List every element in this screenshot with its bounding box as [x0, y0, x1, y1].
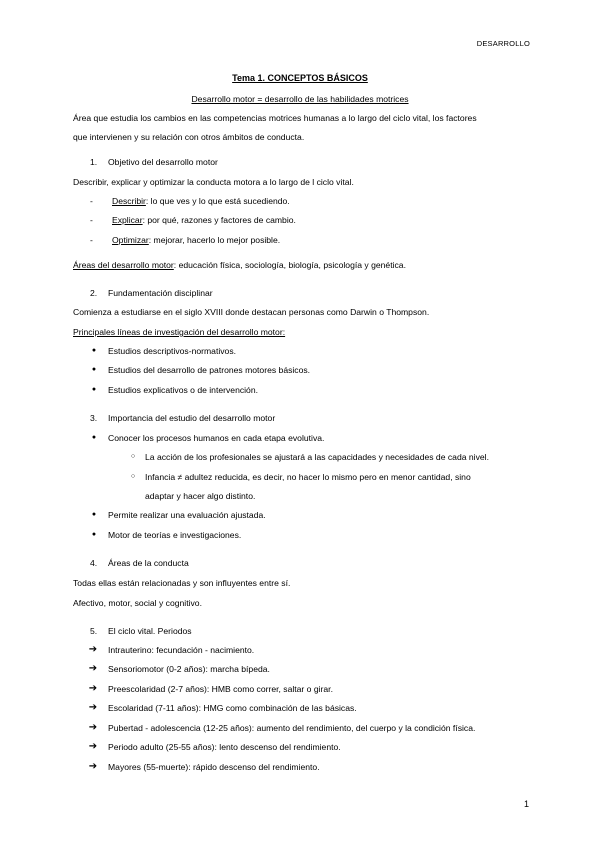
- section-number: 1.: [90, 157, 98, 167]
- circle-bullet-icon: ○: [130, 473, 136, 480]
- period-item: Preescolaridad (2-7 años): HMB como correr, saltar o girar.: [108, 684, 333, 694]
- areas-text: : educación física, sociología, biología, psicología y genética.: [173, 260, 406, 270]
- item-text: : lo que ves y lo que está sucediendo.: [145, 196, 290, 206]
- section-heading: [90, 157, 218, 168]
- arrow-right-icon: ➔: [88, 702, 98, 713]
- sub-bullet-item: Infancia ≠ adultez reducida, es decir, no hacer lo mismo pero en menor cantidad, sino: [145, 472, 471, 482]
- bullet-icon: ●: [91, 531, 97, 538]
- bullet-item: Estudios explicativos o de intervención.: [108, 385, 258, 395]
- document-subtitle: Desarrollo motor = desarrollo de las habilidades motrices: [191, 94, 409, 104]
- bullet-item: Estudios del desarrollo de patrones motores básicos.: [108, 365, 311, 375]
- dash-marker: -: [90, 196, 93, 206]
- dash-marker: -: [90, 215, 93, 225]
- section-title: Objetivo del desarrollo motor: [108, 157, 218, 167]
- section-heading: [90, 413, 275, 424]
- bullet-icon: ●: [91, 434, 97, 441]
- section-number: 2.: [90, 288, 98, 298]
- paragraph: Todas ellas están relacionadas y son influyentes entre sí.: [73, 578, 291, 588]
- circle-bullet-icon: ○: [130, 453, 136, 460]
- arrow-right-icon: ➔: [88, 761, 98, 772]
- sub-bullet-continuation: adaptar y hacer algo distinto.: [145, 491, 256, 501]
- dash-item: [90, 196, 290, 207]
- dash-item: [90, 235, 280, 246]
- period-item: Mayores (55-muerte): rápido descenso del rendimiento.: [108, 762, 320, 772]
- period-item: Pubertad - adolescencia (12-25 años): aumento del rendimiento, del cuerpo y la condición física.: [108, 723, 476, 733]
- bullet-item: Permite realizar una evaluación ajustada.: [108, 510, 266, 520]
- running-header: DESARROLLO: [476, 39, 530, 48]
- arrow-right-icon: ➔: [88, 644, 98, 655]
- item-text: : mejorar, hacerlo lo mejor posible.: [148, 235, 281, 245]
- section-heading: [90, 558, 189, 569]
- bullet-icon: ●: [91, 366, 97, 373]
- bullet-item: Motor de teorías e investigaciones.: [108, 530, 242, 540]
- arrow-right-icon: ➔: [88, 722, 98, 733]
- sub-bullet-item: La acción de los profesionales se ajustará a las capacidades y necesidades de cada nivel.: [145, 452, 489, 462]
- paragraph: [73, 260, 406, 271]
- period-item: Sensoriomotor (0-2 años): marcha bípeda.: [108, 664, 270, 674]
- section-number: 4.: [90, 558, 98, 568]
- section-number: 5.: [90, 626, 98, 636]
- section-title: El ciclo vital. Periodos: [108, 626, 192, 636]
- bullet-item: Conocer los procesos humanos en cada etapa evolutiva.: [108, 433, 325, 443]
- section-number: 3.: [90, 413, 98, 423]
- item-text: : por qué, razones y factores de cambio.: [142, 215, 296, 225]
- section-title: Áreas de la conducta: [108, 558, 189, 568]
- section-heading: [90, 626, 192, 637]
- bullet-icon: ●: [91, 347, 97, 354]
- period-item: Escolaridad (7-11 años): HMG como combinación de las básicas.: [108, 703, 357, 713]
- bullet-icon: ●: [91, 511, 97, 518]
- intro-line: Área que estudia los cambios en las competencias motrices humanas a lo largo del ciclo vital, los factores: [73, 113, 477, 123]
- bullet-icon: ●: [91, 386, 97, 393]
- paragraph: Comienza a estudiarse en el siglo XVIII donde destacan personas como Darwin o Thompson.: [73, 307, 430, 317]
- dash-item: [90, 215, 296, 226]
- page-number: 1: [523, 799, 529, 809]
- period-item: Intrauterino: fecundación - nacimiento.: [108, 645, 255, 655]
- section-heading: [90, 288, 213, 299]
- bullet-item: Estudios descriptivos-normativos.: [108, 346, 236, 356]
- arrow-right-icon: ➔: [88, 741, 98, 752]
- section-title: Importancia del estudio del desarrollo motor: [108, 413, 276, 423]
- item-term: Explicar: [112, 215, 143, 225]
- document-title: Tema 1. CONCEPTOS BÁSICOS: [232, 73, 368, 83]
- intro-line: que intervienen y su relación con otros ámbitos de conducta.: [73, 132, 305, 142]
- section-title: Fundamentación disciplinar: [108, 288, 213, 298]
- item-term: Optimizar: [112, 235, 149, 245]
- areas-term: Áreas del desarrollo motor: [73, 260, 174, 270]
- item-term: Describir: [112, 196, 146, 206]
- subheading: Principales líneas de investigación del desarrollo motor:: [73, 327, 286, 337]
- arrow-right-icon: ➔: [88, 663, 98, 674]
- arrow-right-icon: ➔: [88, 683, 98, 694]
- period-item: Periodo adulto (25-55 años): lento descenso del rendimiento.: [108, 742, 341, 752]
- paragraph: Afectivo, motor, social y cognitivo.: [73, 598, 202, 608]
- dash-marker: -: [90, 235, 93, 245]
- paragraph: Describir, explicar y optimizar la conducta motora a lo largo de l ciclo vital.: [73, 177, 354, 187]
